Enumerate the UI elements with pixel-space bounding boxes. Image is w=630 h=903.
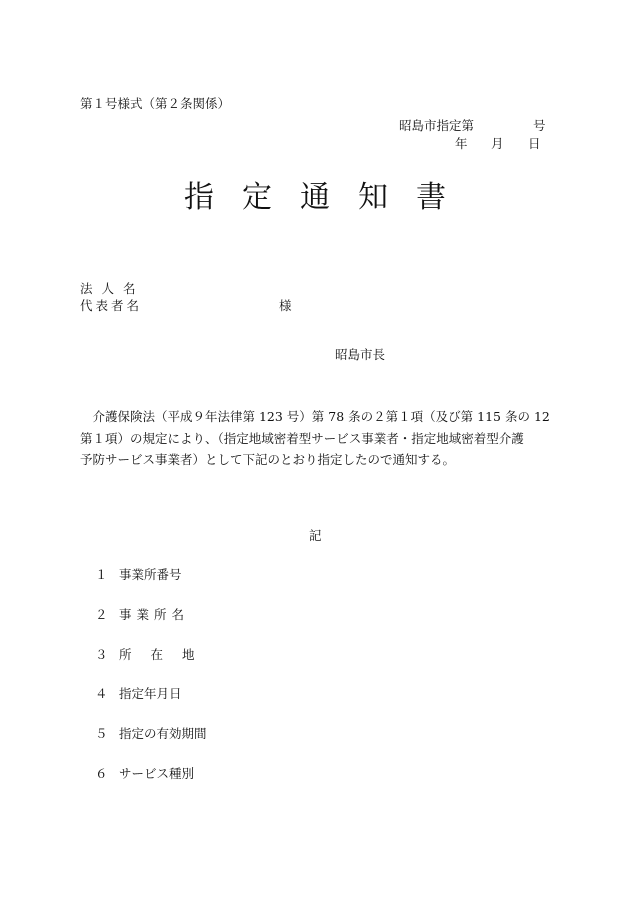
- designation-number-suffix: 号: [533, 118, 546, 133]
- item-row-2: [0, 607, 630, 623]
- item-number: ４: [95, 686, 108, 701]
- body-line-2: 第１項）の規定により、（指定地域密着型サービス事業者・指定地域密着型介護: [80, 430, 524, 446]
- item-row-5: [0, 726, 630, 742]
- issuer-mayor: 昭島市長: [335, 347, 386, 362]
- ki-heading: 記: [309, 528, 322, 543]
- representative-name-label: 代表者名: [80, 298, 143, 313]
- item-row-3: [0, 647, 630, 663]
- honorific-sama: 様: [279, 298, 292, 313]
- item-number: ６: [95, 766, 108, 781]
- body-line-3: 予防サービス事業者）として下記のとおり指定したので通知する。: [80, 452, 456, 467]
- date-day-label: 日: [528, 136, 541, 151]
- item-row-4: [0, 686, 630, 702]
- body-line-1: 介護保険法（平成９年法律第 123 号）第 78 条の２第１項（及び第 115 条の 12: [80, 409, 550, 424]
- item-number: ５: [95, 726, 108, 741]
- form-number: 第１号様式（第２条関係）: [80, 96, 231, 111]
- item-number: ３: [95, 647, 108, 662]
- item-label: 指定年月日: [119, 686, 182, 701]
- date-year-label: 年: [455, 136, 468, 151]
- corporation-name-label: 法人名: [80, 281, 145, 296]
- item-row-6: [0, 766, 630, 782]
- notification-body: [80, 406, 556, 471]
- item-label: 事業所名: [119, 607, 190, 622]
- item-number: ２: [95, 607, 108, 622]
- designation-number-prefix: 昭島市指定第: [399, 118, 475, 133]
- document-title: 指定通知書: [184, 180, 474, 215]
- item-row-1: [0, 567, 630, 583]
- item-label: 所在地: [119, 647, 214, 662]
- item-label: サービス種別: [119, 766, 195, 781]
- item-label: 指定の有効期間: [119, 726, 207, 741]
- item-number: １: [95, 567, 108, 582]
- date-month-label: 月: [491, 136, 504, 151]
- item-label: 事業所番号: [119, 567, 182, 582]
